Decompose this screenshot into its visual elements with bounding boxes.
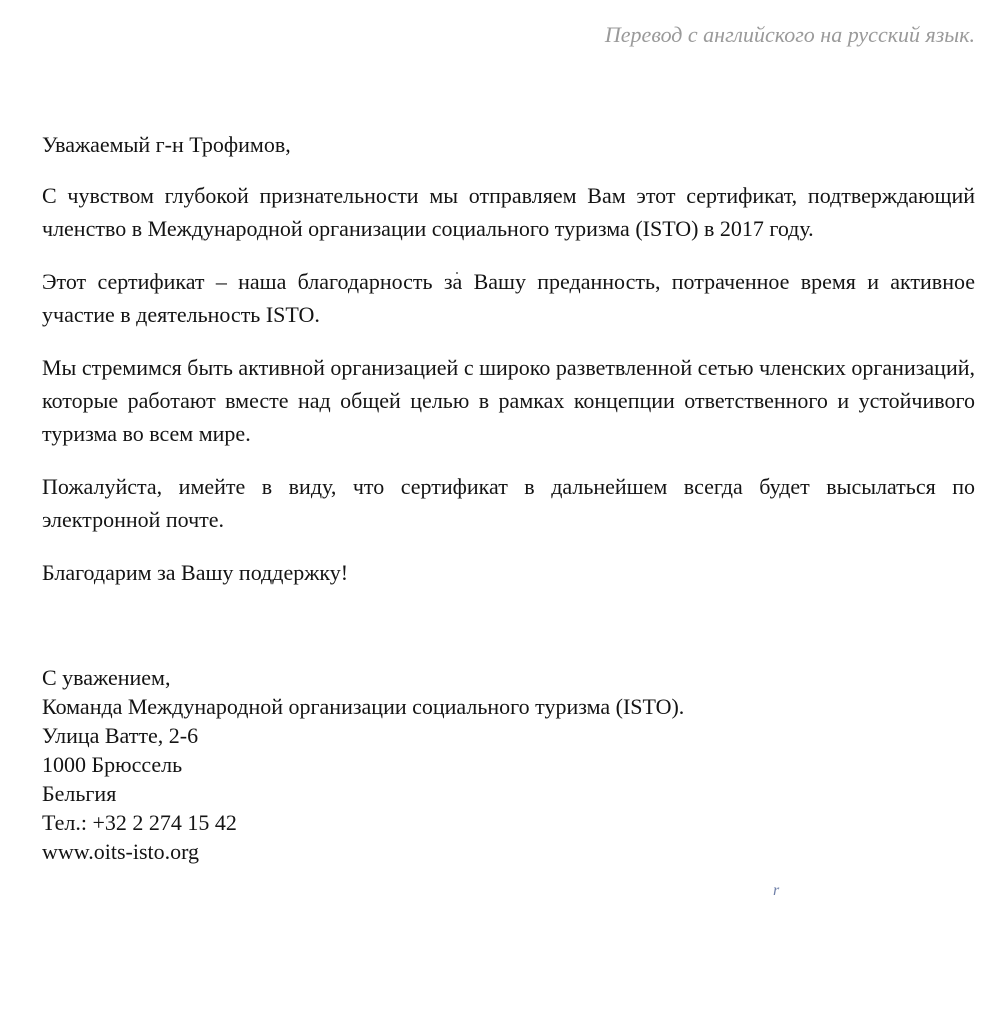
country: Бельгия [42, 781, 117, 806]
translation-note: Перевод с английского на русский язык. [604, 22, 975, 47]
closing: С уважением, [42, 665, 171, 690]
street-address: Улица Ватте, 2-6 [42, 723, 199, 748]
salutation: Уважаемый г-н Трофимов, [42, 132, 291, 157]
paragraph-certificate: С чувством глубокой признательности мы отправляем Вам этот сертификат, подтверждающий членство в Международной организации социального туризма (ISTO) в 2017 году. [42, 183, 975, 241]
letter-body [42, 128, 975, 866]
handwritten-mark: r [773, 882, 780, 899]
thanks-line: Благодарим за Вашу поддержку! [42, 560, 349, 585]
website-link[interactable]: www.oits-isto.org [42, 839, 200, 864]
phone: Тел.: +32 2 274 15 42 [42, 810, 237, 835]
city: 1000 Брюссель [42, 752, 183, 777]
paragraph-mission: Мы стремимся быть активной организацией с широко разветвленной сетью членских организаций, которые работают вместе над общей целью в рамках концепции ответственного и устойчивого туризма во всем мире. [42, 355, 975, 446]
team-name: Команда Международной организации социального туризма (ISTO). [42, 694, 685, 719]
signature-block [42, 663, 975, 866]
paragraph-email-notice: Пожалуйста, имейте в виду, что сертификат в дальнейшем всегда будет высылаться по электронной почте. [42, 474, 975, 532]
paragraph-gratitude: Этот сертификат – наша благодарность за Вашу преданность, потраченное время и активное участие в деятельность ISTO. [42, 269, 975, 327]
